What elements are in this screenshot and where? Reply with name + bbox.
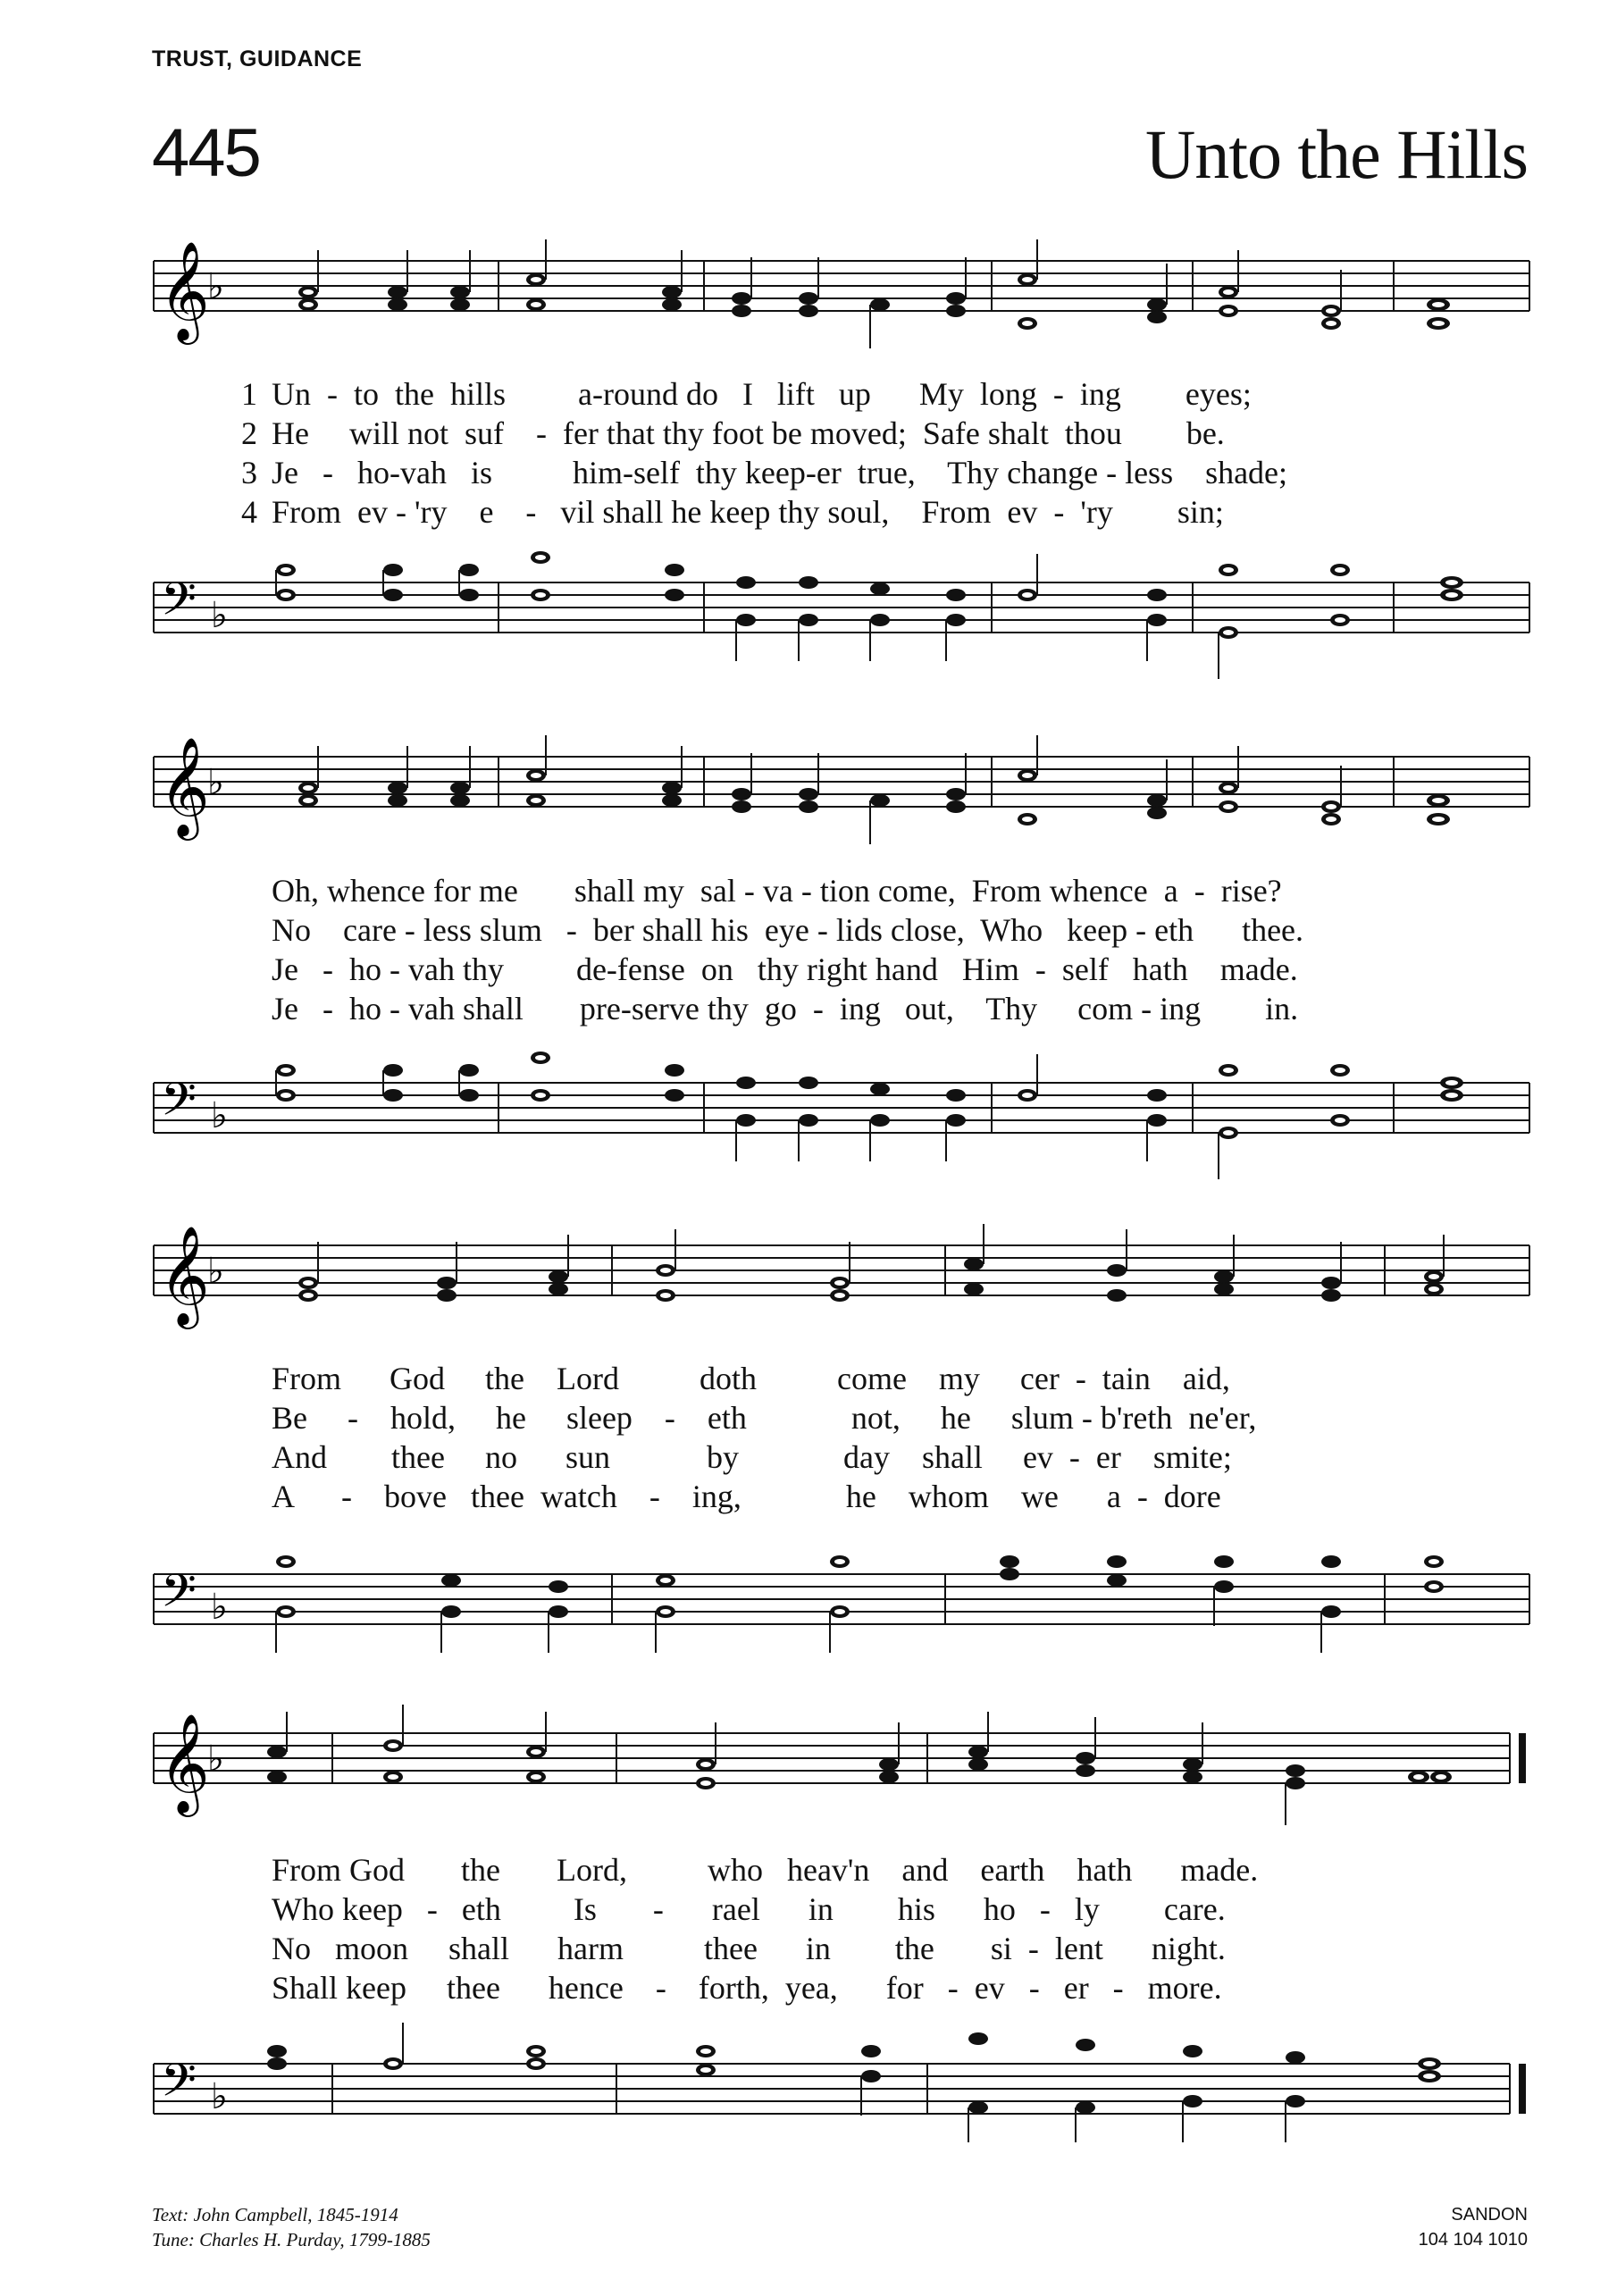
lyric-line: And thee no sun by day shall ev - er smite; (272, 1439, 1232, 1475)
treble-clef-icon: 𝄞 (159, 736, 210, 836)
tune-name: SANDON (1451, 2205, 1528, 2225)
bass-clef-icon: 𝄢 (161, 1563, 197, 1629)
treble-staff (0, 719, 1617, 889)
lyric-line: From God the Lord doth come my cer - tain aid, (272, 1361, 1230, 1396)
flat-icon: ♭ (211, 595, 228, 636)
bass-staff (0, 527, 1617, 706)
flat-icon: ♭ (207, 1739, 224, 1780)
flat-icon: ♭ (211, 1095, 228, 1136)
treble-clef-icon: 𝄞 (159, 1713, 210, 1813)
lyric-line: A - bove thee watch - ing, he whom we a - dore (272, 1479, 1221, 1514)
tune-credit: Tune: Charles H. Purday, 1799-1885 (152, 2229, 431, 2250)
bass-clef-icon: 𝄢 (161, 2053, 197, 2118)
flat-icon: ♭ (207, 1251, 224, 1292)
verse-line: 2 He will not suf - fer that thy foot be moved; Safe shalt thou be. (241, 415, 1225, 451)
lyric-line: No moon shall harm thee in the si - lent night. (272, 1931, 1226, 1966)
verse-line: 4 From ev - 'ry e - vil shall he keep thy soul, From ev - 'ry sin; (241, 494, 1224, 530)
hymn-number: 445 (152, 115, 260, 191)
bass-staff (0, 1027, 1617, 1206)
bass-staff (0, 2008, 1617, 2169)
verse-line: 1 Un - to the hills a-round do I lift up My long - ing eyes; (241, 376, 1252, 412)
treble-clef-icon: 𝄞 (159, 240, 210, 340)
bass-staff (0, 1519, 1617, 1680)
lyric-line: Be - hold, he sleep - eth not, he slum - b'reth ne'er, (272, 1400, 1257, 1436)
flat-icon: ♭ (211, 1587, 228, 1628)
hymn-title: Unto the Hills (1145, 115, 1528, 193)
tune-meter: 104 104 1010 (1418, 2230, 1528, 2250)
tune-info (1295, 2202, 1528, 2252)
bass-clef-icon: 𝄢 (161, 1072, 197, 1137)
lyric-line: Who keep - eth Is - rael in his ho - ly care. (272, 1891, 1226, 1927)
flat-icon: ♭ (207, 266, 224, 307)
verse-line: 3 Je - ho-vah is him-self thy keep-er true, Thy change - less shade; (241, 455, 1288, 490)
lyric-line: Je - ho - vah shall pre-serve thy go - ing out, Thy com - ing in. (272, 991, 1299, 1026)
lyric-line: Shall keep thee hence - forth, yea, for - ev - er - more. (272, 1970, 1222, 2006)
treble-staff (0, 1696, 1617, 1865)
lyric-line: From God the Lord, who heav'n and earth hath made. (272, 1852, 1259, 1888)
lyric-line: No care - less slum - ber shall his eye - lids close, Who keep - eth thee. (272, 912, 1304, 948)
text-credit: Text: John Campbell, 1845-1914 (152, 2204, 398, 2225)
lyric-line: Oh, whence for me shall my sal - va - tion come, From whence a - rise? (272, 873, 1282, 909)
treble-staff (0, 1208, 1617, 1378)
credits (152, 2202, 431, 2252)
treble-clef-icon: 𝄞 (159, 1225, 210, 1325)
lyric-line: Je - ho - vah thy de-fense on thy right hand Him - self hath made. (272, 951, 1298, 987)
bass-clef-icon: 𝄢 (161, 572, 197, 637)
flat-icon: ♭ (207, 762, 224, 803)
flat-icon: ♭ (211, 2076, 228, 2117)
section-label: TRUST, GUIDANCE (152, 46, 363, 71)
